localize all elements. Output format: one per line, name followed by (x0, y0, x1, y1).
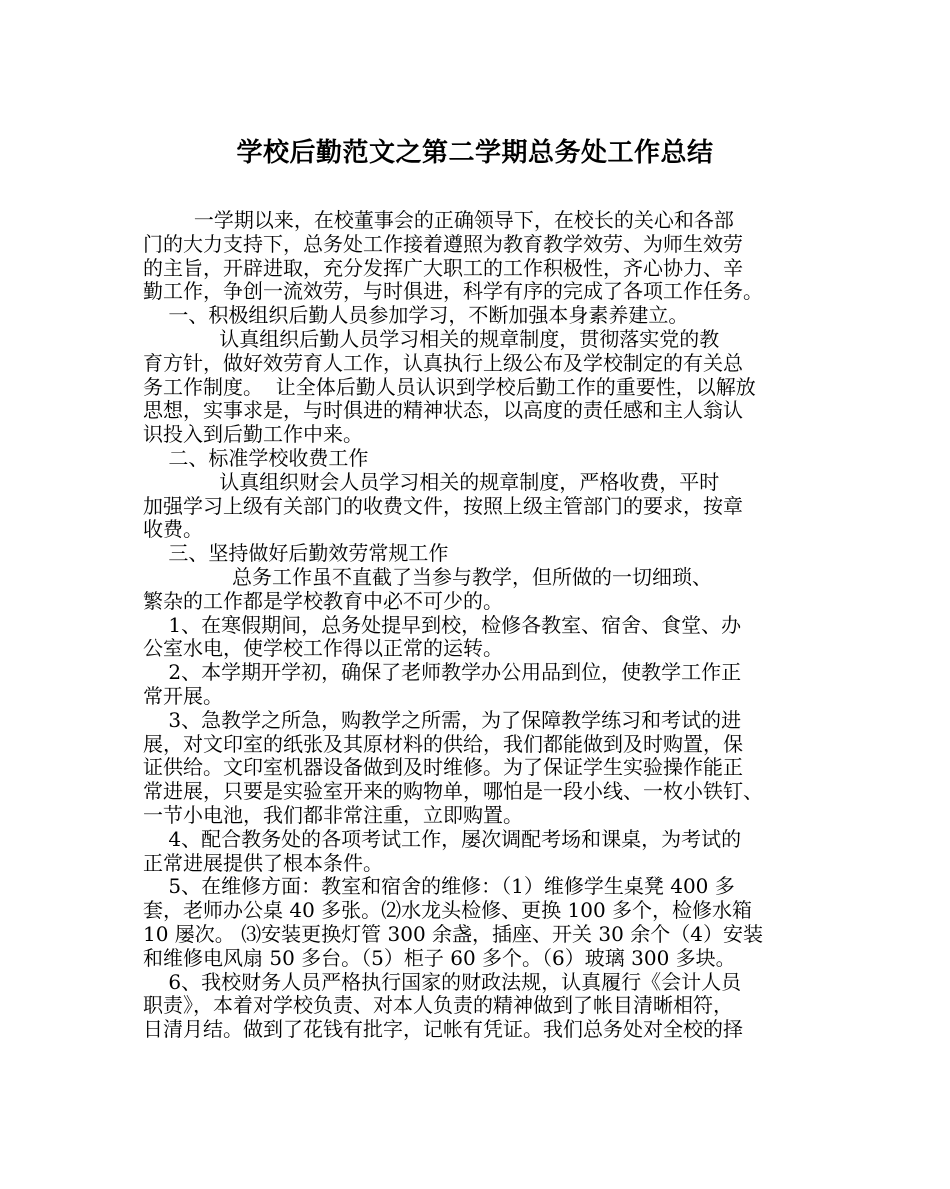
text-line: 育方针，做好效劳育人工作，认真执行上级公布及学校制定的有关总 (143, 350, 743, 375)
text-line: 日清月结。做到了花钱有批字，记帐有凭证。我们总务处对全校的择 (143, 1017, 743, 1042)
text-line: 一节小电池，我们都非常注重，立即购置。 (143, 802, 523, 827)
text-line: 4、配合教务处的各项考试工作，屡次调配考场和课桌，为考试的 (143, 826, 742, 851)
text-line: 2、本学期开学初，确保了老师教学办公用品到位，使教学工作正 (143, 660, 742, 685)
text-line: 思想，实事求是，与时俱进的精神状态，以高度的责任感和主人翁认 (143, 398, 743, 423)
text-line: 和维修电风扇 50 多台。（5）柜子 60 多个。（6）玻璃 300 多块。 (143, 945, 736, 970)
text-line: 6、我校财务人员严格执行国家的财政法规，认真履行《会计人员 (143, 969, 742, 994)
text-line: 务工作制度。 让全体后勤人员认识到学校后勤工作的重要性，以解放 (143, 374, 756, 399)
text-line: 门的大力支持下，总务处工作接着遵照为教育教学效劳、为师生效劳 (143, 231, 743, 256)
text-line: 职责》，本着对学校负责、对本人负责的精神做到了帐目清晰相符， (143, 993, 733, 1018)
text-line: 证供给。文印室机器设备做到及时维修。为了保证学生实验操作能正 (143, 755, 743, 780)
text-line: 的主旨，开辟进取，充分发挥广大职工的工作积极性，齐心协力、辛 (143, 255, 743, 280)
text-line: 5、在维修方面：教室和宿舍的维修：（1）维修学生桌凳 400 多 (143, 874, 735, 899)
text-line: 加强学习上级有关部门的收费文件，按照上级主管部门的要求，按章 (143, 493, 743, 518)
text-line: 常开展。 (143, 683, 223, 708)
text-line: 认真组织后勤人员学习相关的规章制度，贯彻落实党的教 (143, 326, 720, 351)
text-line: 一、积极组织后勤人员参加学习，不断加强本身素养建立。 (143, 303, 689, 328)
text-line: 常进展，只要是实验室开来的购物单，哪怕是一段小线、一枚小铁钉、 (143, 779, 763, 804)
text-line: 公室水电，使学校工作得以正常的运转。 (143, 636, 503, 661)
text-line: 3、急教学之所急，购教学之所需，为了保障教学练习和考试的进 (143, 707, 742, 732)
text-line: 1、在寒假期间，总务处提早到校，检修各教室、宿舍、食堂、办 (143, 612, 742, 637)
text-line: 收费。 (143, 517, 203, 542)
text-line: 三、坚持做好后勤效劳常规工作 (143, 541, 449, 566)
text-line: 正常进展提供了根本条件。 (143, 850, 383, 875)
text-line: 总务工作虽不直截了当参与教学，但所做的一切细琐、 (143, 564, 713, 589)
text-line: 勤工作，争创一流效劳，与时俱进，科学有序的完成了各项工作任务。 (143, 279, 763, 304)
text-line: 一学期以来，在校董事会的正确领导下，在校长的关心和各部 (143, 208, 734, 232)
text-line: 繁杂的工作都是学校教育中必不可少的。 (143, 588, 503, 613)
text-line: 识投入到后勤工作中来。 (143, 422, 363, 447)
text-line: 10 屡次。 ⑶安装更换灯管 300 余盏，插座、开关 30 余个（4）安装 (143, 921, 763, 946)
text-line: 展，对文印室的纸张及其原材料的供给，我们都能做到及时购置，保 (143, 731, 743, 756)
text-line: 二、标准学校收费工作 (143, 445, 369, 470)
text-line: 认真组织财会人员学习相关的规章制度，严格收费，平时 (143, 469, 720, 494)
document-title: 学校后勤范文之第二学期总务处工作总结 (236, 138, 714, 168)
text-line: 套，老师办公桌 40 多张。⑵水龙头检修、更换 100 多个，检修水箱 (143, 898, 753, 923)
document-body (143, 209, 803, 1042)
